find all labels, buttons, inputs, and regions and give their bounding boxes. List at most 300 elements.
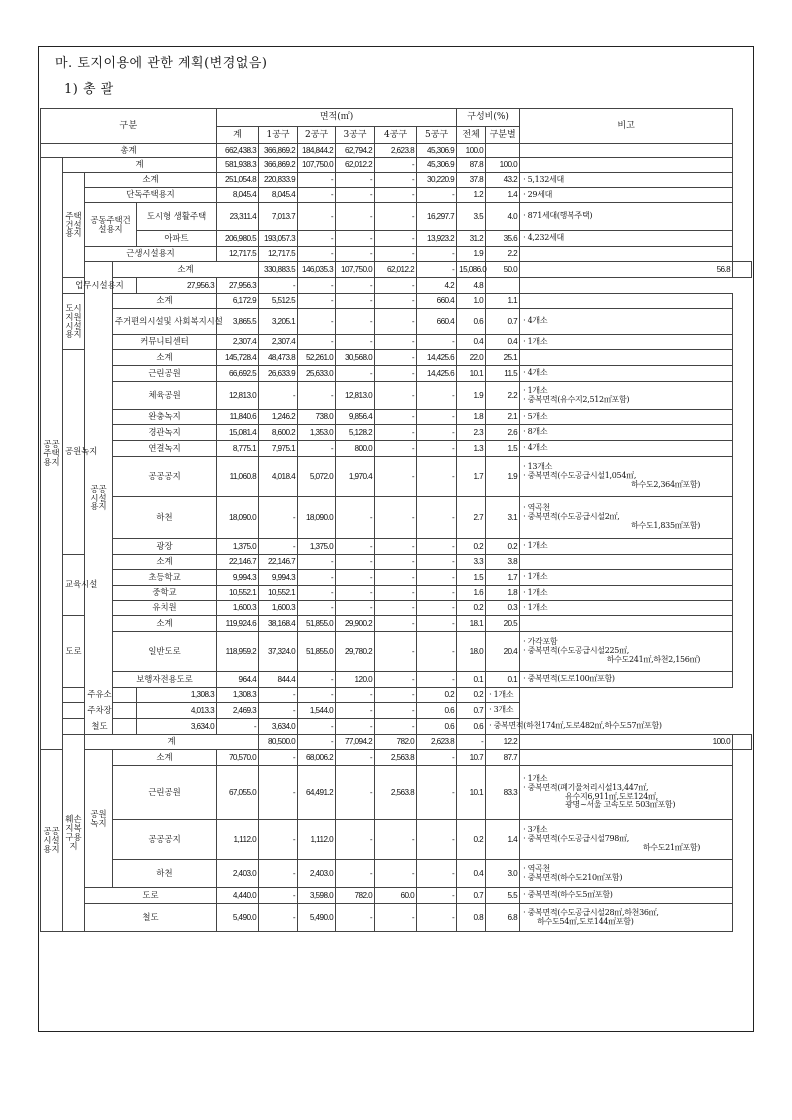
table-row (41, 410, 752, 425)
cell-ratio-whole: 0.2 (457, 539, 486, 555)
cell-remarks (520, 203, 733, 231)
row-label: 공공공지 (113, 820, 217, 860)
cell-total: 2,307.4 (217, 335, 259, 350)
cell-zone4: - (375, 457, 417, 497)
row-label: 경관녹지 (113, 425, 217, 441)
cell-remarks (520, 750, 733, 766)
remark-line: · 4개소 (523, 368, 548, 378)
cell-zone3: 9,856.4 (336, 410, 375, 425)
row-label: 근린공원 (113, 366, 217, 382)
cell-zone5: - (417, 766, 457, 820)
cell-ratio-whole: 3.5 (457, 203, 486, 231)
cell-total: 1,308.3 (137, 688, 217, 703)
cell-zone3: - (336, 366, 375, 382)
table-row (41, 294, 752, 309)
header-ratio: 구성비(%) (457, 109, 520, 127)
row-label: 도로 (85, 888, 217, 904)
cell-zone3: - (336, 766, 375, 820)
cell-total: 581,938.3 (217, 158, 259, 173)
remark-line: · 역곡천 (523, 863, 550, 873)
table-row (41, 188, 752, 203)
row-label: 소계 (113, 262, 259, 278)
cell-zone3: - (336, 555, 375, 570)
cell-zone3: 62,012.2 (375, 262, 417, 278)
cell-ratio-whole: 37.8 (457, 173, 486, 188)
row-label: 중학교 (113, 586, 217, 601)
cell-total: 67,055.0 (217, 766, 259, 820)
row-label: 일반도로 (113, 632, 217, 672)
cell-zone2: - (298, 231, 336, 247)
cell-ratio-sub: 1.4 (486, 188, 520, 203)
cell-zone4: - (375, 425, 417, 441)
remark-line: 광명~서울 고속도로 503㎡포함) (565, 800, 676, 810)
remark-line: 하수도2,364㎡포함) (631, 479, 701, 489)
cell-zone3: 29,900.2 (336, 616, 375, 632)
cell-zone5: 15,086.0 (457, 262, 486, 278)
row-label: 철도 (63, 719, 137, 735)
cell-zone2: 107,750.0 (298, 158, 336, 173)
cell-ratio-whole: 0.2 (457, 601, 486, 616)
cell-ratio-whole: 1.9 (457, 382, 486, 410)
cell-zone2: 51,855.0 (298, 632, 336, 672)
cell-zone1: 7,013.7 (259, 203, 298, 231)
group-label: 도로 (63, 616, 85, 688)
table-row (41, 570, 752, 586)
remark-line: · 3개소 (523, 825, 548, 835)
cell-zone5: - (417, 425, 457, 441)
cell-total: 23,311.4 (217, 203, 259, 231)
remark-line: · 1개소 (523, 773, 548, 783)
header-total: 계 (217, 127, 259, 144)
cell-remarks (520, 410, 733, 425)
cell-zone2: - (298, 382, 336, 410)
cell-zone1: 12,717.5 (259, 247, 298, 262)
cell-ratio-whole: 22.0 (457, 350, 486, 366)
cell-zone3: - (336, 820, 375, 860)
cell-ratio-sub: 0.4 (486, 335, 520, 350)
remark-line: · 중복면적(하수도5㎡포함) (523, 890, 613, 900)
table-row (41, 203, 752, 231)
cell-remarks (520, 441, 733, 457)
table-row (41, 632, 752, 672)
cell-zone4: - (375, 247, 417, 262)
table-row (41, 616, 752, 632)
cell-ratio-sub: 3.0 (486, 860, 520, 888)
cell-zone2: - (259, 278, 298, 294)
cell-zone4: - (375, 860, 417, 888)
cell-remarks (520, 457, 733, 497)
table-row (41, 750, 752, 766)
remark-line: · 4개소 (523, 316, 548, 326)
table-row (41, 719, 752, 735)
cell-total: 9,994.3 (217, 570, 259, 586)
cell-zone2: - (298, 294, 336, 309)
cell-ratio-sub (486, 144, 520, 158)
cell-ratio-sub: 0.2 (457, 688, 486, 703)
cell-ratio-sub: 20.5 (486, 616, 520, 632)
cell-zone1: 8,600.2 (259, 425, 298, 441)
cell-total: 2,403.0 (217, 860, 259, 888)
table-row (41, 231, 752, 247)
cell-ratio-whole: 1.0 (457, 294, 486, 309)
table-row (41, 247, 752, 262)
cell-ratio-whole: 1.6 (457, 586, 486, 601)
cell-total: 18,090.0 (217, 497, 259, 539)
row-label: 근생시설용지 (85, 247, 217, 262)
row-label: 광장 (113, 539, 217, 555)
cell-zone5: 13,923.2 (417, 231, 457, 247)
remark-line: · 중복면적(수도공급시설225㎡, (523, 646, 630, 656)
cell-zone1: 844.4 (259, 672, 298, 688)
cell-zone3: 29,780.2 (336, 632, 375, 672)
cell-total: 4,013.3 (137, 703, 217, 719)
cell-ratio-sub: 11.5 (486, 366, 520, 382)
cell-total: 119,924.6 (217, 616, 259, 632)
cell-remarks (520, 382, 733, 410)
cell-zone4: 2,623.8 (375, 144, 417, 158)
cell-ratio-whole: 4.2 (417, 278, 457, 294)
row-label: 도시형 생활주택 (137, 203, 217, 231)
cell-total: 145,728.4 (217, 350, 259, 366)
section-subtitle: 1) 총 괄 (64, 82, 114, 97)
cell-remarks (520, 766, 733, 820)
land-use-summary-table (40, 108, 752, 932)
cell-ratio-whole: 0.2 (417, 688, 457, 703)
cell-zone4: - (375, 555, 417, 570)
cell-zone3: - (336, 860, 375, 888)
cell-zone5: 14,425.6 (417, 350, 457, 366)
cell-total: 11,060.8 (217, 457, 259, 497)
remark-line: · 4,232세대 (523, 233, 564, 243)
table-row (41, 262, 752, 278)
table-row (41, 441, 752, 457)
cell-total: 4,440.0 (217, 888, 259, 904)
cell-zone5: - (417, 672, 457, 688)
cell-zone5: - (417, 441, 457, 457)
remark-line: · 871세대(행복주택) (523, 211, 593, 221)
cell-zone5: 660.4 (417, 309, 457, 335)
cell-zone1: - (259, 497, 298, 539)
table-row (41, 158, 752, 173)
cell-zone3: 120.0 (336, 672, 375, 688)
cell-remarks (520, 173, 733, 188)
cell-zone3: - (336, 586, 375, 601)
remark-line: · 가각포함 (523, 637, 558, 647)
cell-ratio-sub: 1.5 (486, 441, 520, 457)
cell-remarks (520, 366, 733, 382)
cell-remarks (520, 672, 733, 688)
cell-zone4: - (375, 382, 417, 410)
cell-total: 12,813.0 (217, 382, 259, 410)
cell-ratio-sub: 1.8 (486, 586, 520, 601)
table-row (41, 904, 752, 932)
cell-zone3: - (298, 719, 336, 735)
cell-zone5: 30,220.9 (417, 173, 457, 188)
cell-zone1: - (259, 820, 298, 860)
cell-remarks (520, 888, 733, 904)
table-row (41, 539, 752, 555)
remark-line: · 중복면적(도로100㎡포함) (523, 674, 615, 684)
cell-zone5: - (417, 497, 457, 539)
cell-remarks (520, 309, 733, 335)
cell-zone1: 37,324.0 (259, 632, 298, 672)
cell-total: 8,775.1 (217, 441, 259, 457)
cell-zone2: 77,094.2 (336, 735, 375, 750)
cell-ratio-sub: 87.7 (486, 750, 520, 766)
cell-zone3: - (336, 231, 375, 247)
group-label: 공원녹지 (63, 350, 85, 555)
cell-ratio-whole: 100.0 (457, 144, 486, 158)
row-label: 아파트 (137, 231, 217, 247)
cell-ratio-whole: 1.9 (457, 247, 486, 262)
cell-zone3: - (298, 278, 336, 294)
remark-line: 하수도241㎡,하천2,156㎡) (606, 654, 701, 664)
cell-zone5: - (417, 247, 457, 262)
cell-zone2: 64,491.2 (298, 766, 336, 820)
table-row (41, 888, 752, 904)
cell-ratio-whole: 1.2 (457, 188, 486, 203)
cell-zone1: 7,975.1 (259, 441, 298, 457)
cell-ratio-sub: 0.3 (486, 601, 520, 616)
cell-ratio-whole: 0.6 (457, 309, 486, 335)
cell-zone5: 660.4 (417, 294, 457, 309)
cell-zone4: 2,563.8 (375, 750, 417, 766)
header-zone5: 5공구 (417, 127, 457, 144)
cell-total: 1,600.3 (217, 601, 259, 616)
cell-remarks (520, 497, 733, 539)
cell-zone3: - (336, 904, 375, 932)
cell-zone2: 5,072.0 (298, 457, 336, 497)
cell-remarks (733, 735, 752, 750)
cell-zone1: 26,633.9 (259, 366, 298, 382)
cell-remarks (520, 555, 733, 570)
cell-zone4: - (375, 350, 417, 366)
cell-zone1: 1,600.3 (259, 601, 298, 616)
remark-line: · 4개소 (523, 443, 548, 453)
cell-ratio-sub: 0.7 (486, 309, 520, 335)
cell-remarks (520, 158, 733, 173)
cell-zone5: - (417, 382, 457, 410)
row-label: 초등학교 (113, 570, 217, 586)
cell-ratio-whole: 31.2 (457, 231, 486, 247)
cell-zone3: 30,568.0 (336, 350, 375, 366)
cell-zone5: 14,425.6 (417, 366, 457, 382)
cell-zone2: - (298, 188, 336, 203)
cell-total: 330,883.5 (259, 262, 298, 278)
table-row (41, 688, 752, 703)
cell-zone5: - (417, 616, 457, 632)
cell-zone1: - (259, 766, 298, 820)
header-remarks: 비고 (520, 109, 733, 144)
cell-ratio-whole: 2.3 (457, 425, 486, 441)
cell-ratio-sub: 83.3 (486, 766, 520, 820)
cell-zone2: 51,855.0 (298, 616, 336, 632)
cell-zone1: 146,035.3 (298, 262, 336, 278)
cell-zone2: - (298, 441, 336, 457)
header-zone3: 3공구 (336, 127, 375, 144)
cell-ratio-sub: 2.6 (486, 425, 520, 441)
cell-ratio-whole: 0.6 (417, 719, 457, 735)
cell-ratio-sub: 1.4 (486, 820, 520, 860)
cell-ratio-sub: 35.6 (486, 231, 520, 247)
cell-ratio-whole: 0.4 (457, 860, 486, 888)
cell-remarks (486, 688, 520, 703)
cell-zone5: - (417, 410, 457, 425)
cell-ratio-sub: 4.8 (457, 278, 486, 294)
header-zone1: 1공구 (259, 127, 298, 144)
cell-total: 5,490.0 (217, 904, 259, 932)
cell-total: 662,438.3 (217, 144, 259, 158)
cell-ratio-whole: 18.1 (457, 616, 486, 632)
cell-zone2: - (298, 555, 336, 570)
cell-zone1: 9,994.3 (259, 570, 298, 586)
cell-total: 1,112.0 (217, 820, 259, 860)
remark-line: · 중복면적(수도공급시설798㎡, (523, 834, 630, 844)
cell-ratio-whole: 10.1 (457, 766, 486, 820)
cell-zone2: 3,598.0 (298, 888, 336, 904)
cell-zone1: 4,018.4 (259, 457, 298, 497)
table-row (41, 173, 752, 188)
cell-zone4: - (375, 309, 417, 335)
cell-zone2: - (298, 247, 336, 262)
cell-zone1: - (259, 904, 298, 932)
cell-zone2: 2,403.0 (298, 860, 336, 888)
cell-total: 3,634.0 (137, 719, 217, 735)
cell-zone1: - (259, 860, 298, 888)
group-label: 훼손지복구용지 (63, 735, 85, 932)
cell-total: 964.4 (217, 672, 259, 688)
table-row (41, 457, 752, 497)
cell-zone1: 2,469.3 (217, 703, 259, 719)
cell-total: 27,956.3 (137, 278, 217, 294)
cell-zone4: - (336, 688, 375, 703)
table-row (41, 860, 752, 888)
table-row (41, 382, 752, 410)
cell-ratio-sub: 2.2 (486, 247, 520, 262)
cell-zone4: 2,563.8 (375, 766, 417, 820)
cell-zone5: - (417, 860, 457, 888)
cell-ratio-sub: 25.1 (486, 350, 520, 366)
cell-zone3: 62,012.2 (336, 158, 375, 173)
cell-total: 8,045.4 (217, 188, 259, 203)
row-label: 단독주택용지 (85, 188, 217, 203)
row-label: 공공공지 (113, 457, 217, 497)
cell-remarks (486, 278, 520, 294)
cell-total: 6,172.9 (217, 294, 259, 309)
cell-zone4: - (375, 820, 417, 860)
cell-zone2: - (298, 586, 336, 601)
table-row (41, 586, 752, 601)
group-label: 공공시설용지 (85, 262, 113, 735)
cell-remarks (520, 601, 733, 616)
cell-zone2: - (298, 672, 336, 688)
row-label: 계 (63, 158, 217, 173)
cell-zone4: - (375, 441, 417, 457)
cell-zone1: - (259, 750, 298, 766)
row-label: 철도 (85, 904, 217, 932)
header-zone2: 2공구 (298, 127, 336, 144)
cell-zone3: 1,544.0 (298, 703, 336, 719)
cell-zone1: 220,833.9 (259, 173, 298, 188)
remark-line: · 중복면적(유수지2,512㎡포함) (523, 394, 630, 404)
cell-zone4: - (375, 586, 417, 601)
remark-line: · 5개소 (523, 411, 548, 421)
group-label: 공동주택건설용지 (85, 203, 137, 247)
cell-zone5: - (417, 888, 457, 904)
cell-zone2: - (298, 601, 336, 616)
cell-remarks (520, 860, 733, 888)
cell-ratio-sub: 4.0 (486, 203, 520, 231)
cell-zone2: 3,634.0 (259, 719, 298, 735)
cell-total: 12,717.5 (217, 247, 259, 262)
cell-zone1: - (259, 539, 298, 555)
row-label: 체육공원 (113, 382, 217, 410)
row-label: 소계 (113, 555, 217, 570)
cell-zone4: - (375, 904, 417, 932)
cell-ratio-sub: 56.8 (520, 262, 733, 278)
cell-zone4: - (375, 410, 417, 425)
remark-line: · 13개소 (523, 462, 553, 472)
cell-zone1: 27,956.3 (217, 278, 259, 294)
cell-zone3: 12,813.0 (336, 382, 375, 410)
cell-zone3: - (336, 750, 375, 766)
cell-zone2: - (298, 203, 336, 231)
cell-total: 70,570.0 (217, 750, 259, 766)
cell-total: 206,980.5 (217, 231, 259, 247)
cell-zone4: - (375, 601, 417, 616)
cell-remarks (520, 188, 733, 203)
cell-remarks (520, 144, 733, 158)
cell-zone5: - (417, 335, 457, 350)
cell-ratio-whole: 2.7 (457, 497, 486, 539)
cell-zone2: 184,844.2 (298, 144, 336, 158)
header-whole: 전체 (457, 127, 486, 144)
remark-line: · 1개소 (523, 336, 548, 346)
row-label: 주거편의시설및 사회복지시설 (113, 309, 217, 335)
group-label: 교육시설 (63, 555, 85, 616)
cell-ratio-sub: 100.0 (520, 735, 733, 750)
cell-zone1: - (259, 888, 298, 904)
remark-line: · 1개소 (523, 541, 548, 551)
group-label: 공원녹지 (85, 750, 113, 888)
cell-remarks (520, 294, 733, 309)
cell-zone5: - (417, 601, 457, 616)
cell-ratio-whole: 0.2 (457, 820, 486, 860)
cell-zone1: 193,057.3 (259, 231, 298, 247)
table-row (41, 601, 752, 616)
cell-total: 118,959.2 (217, 632, 259, 672)
cell-ratio-whole: 87.8 (457, 158, 486, 173)
cell-zone1: - (298, 735, 336, 750)
row-label: 연결녹지 (113, 441, 217, 457)
cell-ratio-sub: 100.0 (486, 158, 520, 173)
cell-remarks (520, 586, 733, 601)
cell-ratio-whole: 1.8 (457, 410, 486, 425)
cell-ratio-whole: 0.7 (457, 888, 486, 904)
cell-ratio-whole: 0.6 (417, 703, 457, 719)
cell-zone1: 366,869.2 (259, 144, 298, 158)
cell-ratio-whole: 18.0 (457, 632, 486, 672)
cell-ratio-sub: 1.9 (486, 457, 520, 497)
cell-ratio-whole: 12.2 (486, 735, 520, 750)
cell-zone5: 16,297.7 (417, 203, 457, 231)
header-category: 구분 (41, 109, 217, 144)
remark-line: 하수도54㎡,도로144㎡포함) (537, 916, 634, 926)
cell-zone4: 2,623.8 (417, 735, 457, 750)
cell-ratio-sub: 2.1 (486, 410, 520, 425)
cell-ratio-whole: 1.5 (457, 570, 486, 586)
cell-zone3: - (336, 173, 375, 188)
